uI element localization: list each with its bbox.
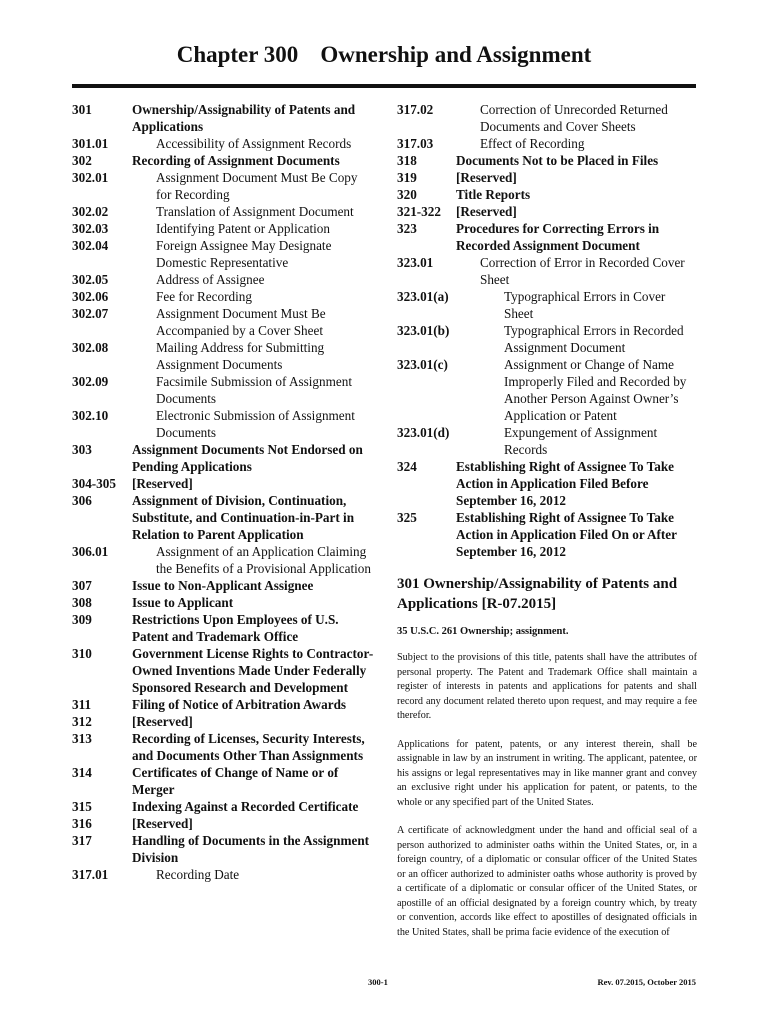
toc-entry-title: Typographical Errors in Recorded Assignment Document bbox=[504, 323, 684, 355]
toc-entry-title: Facsimile Submission of Assignment Documents bbox=[156, 374, 352, 406]
toc-entry-number: 306.01 bbox=[72, 544, 109, 559]
toc-entry-number: 317.02 bbox=[397, 102, 434, 117]
toc-entry[interactable] bbox=[72, 594, 376, 611]
toc-right-list bbox=[397, 101, 697, 560]
statute-paragraph: A certificate of acknowledgment under the hand and official seal of a person authorized to administer oaths within the United States, or, in a foreign country, of a diplomatic or consular officer of the United States or an officer authorized to administer oaths whose authority is proved by a certificate of a diplomatic or consular officer of the United States, or apostille of an official designated by a foreign country which, by treaty or convention, accords like effect to apostilles of designated officials in the United States, shall be prima facie evidence of the execution of bbox=[397, 825, 697, 938]
toc-entry-title: Accessibility of Assignment Records bbox=[156, 136, 352, 151]
toc-entry[interactable] bbox=[72, 543, 376, 577]
toc-entry-number: 323 bbox=[397, 221, 417, 236]
toc-entry-number: 302.06 bbox=[72, 289, 109, 304]
toc-entry-title: Handling of Documents in the Assignment Division bbox=[132, 833, 370, 865]
statute-paragraph: Subject to the provisions of this title, patents shall have the attributes of personal property. The Patent and Trademark Office shall maintain a register of interests in patents and applications for patents and shall record any document related thereto upon request, and may require a fee therefor. bbox=[397, 652, 697, 721]
toc-entry[interactable] bbox=[72, 815, 376, 832]
toc-entry-title: Recording Date bbox=[156, 867, 240, 882]
toc-entry[interactable] bbox=[397, 186, 697, 203]
title-rule bbox=[72, 84, 696, 88]
toc-entry-title: Certificates of Change of Name or of Merger bbox=[132, 765, 339, 797]
toc-entry-number: 302 bbox=[72, 153, 92, 168]
toc-entry-title: Recording of Assignment Documents bbox=[132, 153, 340, 168]
toc-entry-number: 323.01(c) bbox=[397, 357, 448, 372]
toc-entry[interactable] bbox=[397, 135, 697, 152]
toc-entry-number: 314 bbox=[72, 765, 92, 780]
toc-entry[interactable] bbox=[397, 424, 697, 458]
section-heading: 301 Ownership/Assignability of Patents and Applications [R-07.2015] bbox=[397, 576, 678, 612]
toc-entry-title: Title Reports bbox=[456, 187, 531, 202]
toc-entry-title: Government License Rights to Contractor-Owned Inventions Made Under Federally Sponsored Research and Development bbox=[132, 646, 374, 695]
toc-entry[interactable] bbox=[397, 356, 697, 424]
toc-entry-number: 317.01 bbox=[72, 867, 109, 882]
toc-entry-number: 302.09 bbox=[72, 374, 109, 389]
toc-entry-number: 301.01 bbox=[72, 136, 109, 151]
toc-entry[interactable] bbox=[72, 713, 376, 730]
statute-heading: 35 U.S.C. 261 Ownership; assignment. bbox=[397, 626, 569, 637]
statute-paragraph: Applications for patent, patents, or any interest therein, shall be assignable in law by an instrument in writing. The applicant, patentee, or his assigns or legal representatives may in like manner grant and convey an exclusive right under his application for patent, or patents, to the whole or any specified part of the United States. bbox=[397, 738, 697, 808]
toc-entry-title: Issue to Applicant bbox=[132, 595, 234, 610]
toc-entry-number: 306 bbox=[72, 493, 92, 508]
toc-entry-number: 302.02 bbox=[72, 204, 109, 219]
toc-entry-number: 309 bbox=[72, 612, 92, 627]
toc-entry-title: Foreign Assignee May Designate Domestic Representative bbox=[156, 238, 332, 270]
right-column bbox=[397, 101, 697, 940]
toc-entry[interactable] bbox=[72, 645, 376, 696]
toc-entry-number: 315 bbox=[72, 799, 92, 814]
toc-entry-title: Assignment Document Must Be Accompanied by a Cover Sheet bbox=[156, 306, 326, 338]
toc-entry-title: [Reserved] bbox=[456, 204, 517, 219]
toc-entry-number: 301 bbox=[72, 102, 92, 117]
toc-entry-number: 317 bbox=[72, 833, 92, 848]
toc-entry-title: Mailing Address for Submitting Assignment Documents bbox=[156, 340, 325, 372]
toc-entry-title: Assignment or Change of Name Improperly Filed and Recorded by Another Person Against Owner’s Application or Patent bbox=[504, 357, 687, 423]
toc-entry[interactable] bbox=[72, 730, 376, 764]
toc-entry-title: [Reserved] bbox=[132, 714, 193, 729]
revision-label: Rev. 07.2015, October 2015 bbox=[597, 977, 696, 987]
toc-entry-title: Translation of Assignment Document bbox=[156, 204, 354, 219]
toc-entry-number: 323.01 bbox=[397, 255, 434, 270]
toc-entry[interactable] bbox=[397, 203, 697, 220]
toc-entry[interactable] bbox=[72, 611, 376, 645]
toc-entry-number: 313 bbox=[72, 731, 92, 746]
toc-entry[interactable] bbox=[72, 866, 376, 883]
toc-entry[interactable] bbox=[72, 305, 376, 339]
toc-entry-title: Correction of Unrecorded Returned Documents and Cover Sheets bbox=[480, 102, 668, 134]
toc-entry-title: Ownership/Assignability of Patents and Applications bbox=[132, 102, 356, 134]
toc-entry-title: Fee for Recording bbox=[156, 289, 252, 304]
toc-entry-number: 307 bbox=[72, 578, 92, 593]
toc-entry-number: 319 bbox=[397, 170, 417, 185]
toc-entry-title: [Reserved] bbox=[132, 816, 193, 831]
toc-entry-title: Assignment of an Application Claiming the Benefits of a Provisional Application bbox=[156, 544, 371, 576]
toc-entry[interactable] bbox=[72, 220, 376, 237]
toc-entry-number: 317.03 bbox=[397, 136, 434, 151]
toc-entry[interactable] bbox=[72, 407, 376, 441]
toc-entry-title: [Reserved] bbox=[456, 170, 517, 185]
toc-entry-title: Assignment Documents Not Endorsed on Pending Applications bbox=[132, 442, 363, 474]
toc-entry-number: 302.05 bbox=[72, 272, 109, 287]
toc-entry[interactable] bbox=[72, 764, 376, 798]
toc-entry[interactable] bbox=[72, 373, 376, 407]
toc-entry[interactable] bbox=[72, 101, 376, 135]
toc-entry-number: 302.03 bbox=[72, 221, 109, 236]
toc-entry-number: 321-322 bbox=[397, 204, 441, 219]
toc-entry-number: 302.01 bbox=[72, 170, 109, 185]
toc-entry-number: 303 bbox=[72, 442, 92, 457]
toc-entry-title: Typographical Errors in Cover Sheet bbox=[504, 289, 666, 321]
toc-entry[interactable] bbox=[72, 271, 376, 288]
toc-entry-number: 318 bbox=[397, 153, 417, 168]
toc-entry[interactable] bbox=[72, 577, 376, 594]
toc-entry-title: Procedures for Correcting Errors in Recorded Assignment Document bbox=[456, 221, 660, 253]
toc-entry-title: Documents Not to be Placed in Files bbox=[456, 153, 659, 168]
chapter-number: Chapter 300 bbox=[176, 42, 299, 67]
toc-entry-number: 308 bbox=[72, 595, 92, 610]
toc-entry-number: 320 bbox=[397, 187, 417, 202]
toc-entry[interactable] bbox=[397, 101, 697, 135]
toc-entry-title: Effect of Recording bbox=[480, 136, 585, 151]
toc-entry-title: Assignment Document Must Be Copy for Recording bbox=[156, 170, 358, 202]
toc-entry-number: 302.07 bbox=[72, 306, 109, 321]
toc-entry-title: Expungement of Assignment Records bbox=[504, 425, 658, 457]
toc-entry-title: Recording of Licenses, Security Interests, and Documents Other Than Assignments bbox=[132, 731, 365, 763]
toc-entry-number: 310 bbox=[72, 646, 92, 661]
toc-entry-number: 312 bbox=[72, 714, 92, 729]
toc-entry[interactable] bbox=[72, 492, 376, 543]
toc-entry[interactable] bbox=[72, 237, 376, 271]
toc-entry-title: [Reserved] bbox=[132, 476, 193, 491]
page-number: 300-1 bbox=[368, 977, 388, 987]
toc-entry-number: 323.01(a) bbox=[397, 289, 449, 304]
toc-entry-number: 302.10 bbox=[72, 408, 109, 423]
toc-entry-number: 324 bbox=[397, 459, 417, 474]
toc-entry[interactable] bbox=[72, 152, 376, 169]
toc-entry-number: 323.01(d) bbox=[397, 425, 450, 440]
toc-entry[interactable] bbox=[397, 458, 697, 509]
toc-entry-title: Issue to Non-Applicant Assignee bbox=[132, 578, 314, 593]
toc-entry[interactable] bbox=[72, 169, 376, 203]
toc-entry[interactable] bbox=[72, 339, 376, 373]
toc-entry[interactable] bbox=[72, 288, 376, 305]
toc-entry-title: Filing of Notice of Arbitration Awards bbox=[132, 697, 347, 712]
toc-entry-title: Address of Assignee bbox=[156, 272, 265, 287]
toc-entry-title: Restrictions Upon Employees of U.S. Patent and Trademark Office bbox=[132, 612, 339, 644]
toc-entry-title: Assignment of Division, Continuation, Substitute, and Continuation-in-Part in Relation to Parent Application bbox=[132, 493, 355, 542]
toc-entry[interactable] bbox=[397, 322, 697, 356]
toc-entry-title: Establishing Right of Assignee To Take Action in Application Filed On or After September 16, 2012 bbox=[456, 510, 677, 559]
toc-entry-title: Identifying Patent or Application bbox=[156, 221, 330, 236]
toc-entry[interactable] bbox=[72, 475, 376, 492]
chapter-title bbox=[0, 42, 768, 68]
toc-entry[interactable] bbox=[397, 169, 697, 186]
toc-entry-number: 323.01(b) bbox=[397, 323, 450, 338]
chapter-name: Ownership and Assignment bbox=[320, 42, 592, 67]
toc-entry[interactable] bbox=[72, 203, 376, 220]
toc-entry-number: 302.04 bbox=[72, 238, 109, 253]
toc-entry-number: 311 bbox=[72, 697, 92, 712]
toc-entry[interactable] bbox=[397, 509, 697, 560]
toc-entry[interactable] bbox=[397, 288, 697, 322]
toc-entry[interactable] bbox=[397, 220, 697, 254]
toc-entry[interactable] bbox=[397, 152, 697, 169]
toc-entry[interactable] bbox=[397, 254, 697, 288]
toc-entry-title: Correction of Error in Recorded Cover Sheet bbox=[480, 255, 685, 287]
toc-entry-number: 316 bbox=[72, 816, 92, 831]
toc-entry-title: Establishing Right of Assignee To Take Action in Application Filed Before September 16, 2012 bbox=[456, 459, 675, 508]
toc-entry[interactable] bbox=[72, 135, 376, 152]
toc-entry-number: 304-305 bbox=[72, 476, 116, 491]
toc-entry-title: Electronic Submission of Assignment Documents bbox=[156, 408, 355, 440]
toc-entry[interactable] bbox=[72, 441, 376, 475]
toc-left-column bbox=[72, 101, 376, 883]
toc-entry[interactable] bbox=[72, 832, 376, 866]
toc-entry-number: 325 bbox=[397, 510, 417, 525]
toc-entry[interactable] bbox=[72, 798, 376, 815]
toc-entry[interactable] bbox=[72, 696, 376, 713]
toc-entry-number: 302.08 bbox=[72, 340, 109, 355]
toc-entry-title: Indexing Against a Recorded Certificate bbox=[132, 799, 359, 814]
